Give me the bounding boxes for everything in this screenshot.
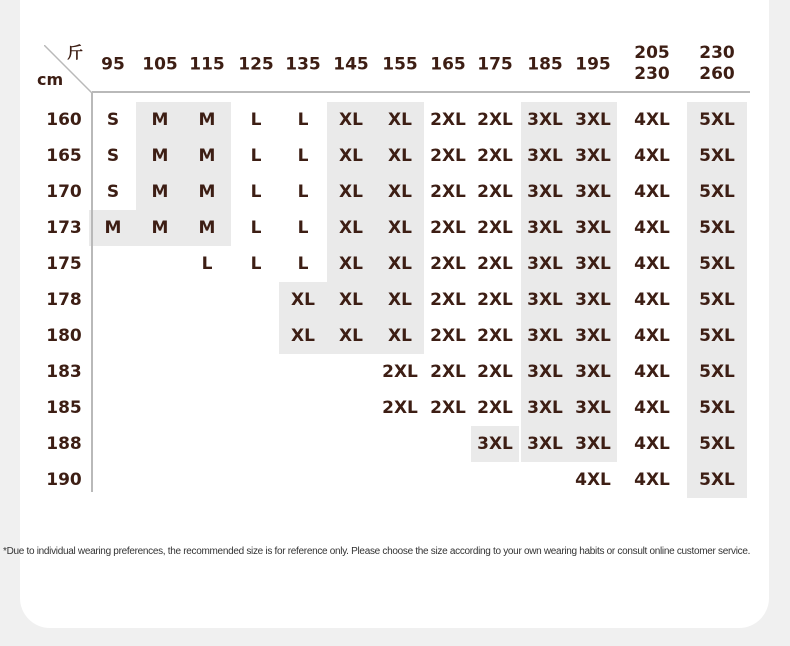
size-cell: 4XL [634,434,670,454]
size-cell: 3XL [575,398,611,418]
size-cell: 3XL [527,434,563,454]
size-cell: L [297,182,309,202]
size-cell: XL [388,146,412,166]
size-cell: 3XL [527,146,563,166]
size-cell: 4XL [634,218,670,238]
height-row-header: 165 [46,146,82,166]
size-cell: 3XL [527,326,563,346]
height-unit-label: cm [37,70,64,89]
size-cell: XL [388,110,412,130]
size-cell: 3XL [575,326,611,346]
size-cell: M [104,218,122,238]
size-cell: 5XL [699,326,735,346]
size-cell: 4XL [634,470,670,490]
weight-column-header [699,43,735,85]
size-cell: 4XL [634,326,670,346]
size-cell: 5XL [699,182,735,202]
size-cell: L [297,254,309,274]
size-cell: M [151,182,169,202]
size-cell: 3XL [575,110,611,130]
size-cell: 2XL [477,362,513,382]
size-cell: 2XL [477,254,513,274]
size-cell: 3XL [575,254,611,274]
size-cell: XL [388,326,412,346]
size-cell: S [106,146,120,166]
size-cell: 2XL [430,326,466,346]
size-cell: M [151,146,169,166]
size-cell: 2XL [430,110,466,130]
size-cell: 5XL [699,146,735,166]
weight-range-start: 205 [634,43,670,63]
size-cell: M [198,110,216,130]
weight-column-header: 155 [382,54,418,75]
size-cell: XL [291,290,315,310]
size-cell: 3XL [527,218,563,238]
column-header-divider [92,91,750,93]
size-cell: 2XL [430,182,466,202]
row-header-divider [91,92,93,492]
size-cell: L [250,254,262,274]
size-cell: L [250,182,262,202]
size-cell: 5XL [699,398,735,418]
size-cell: XL [291,326,315,346]
size-cell: 4XL [634,146,670,166]
size-cell: 2XL [430,254,466,274]
size-cell: S [106,182,120,202]
size-cell: L [201,254,213,274]
size-cell: 4XL [634,182,670,202]
size-cell: 2XL [430,362,466,382]
size-cell: 3XL [527,110,563,130]
size-cell: 2XL [382,398,418,418]
size-cell: 5XL [699,470,735,490]
footnote: *Due to individual wearing preferences, the recommended size is for reference only. Please choose the size according to your own wearing habits or consult online customer service. [3,546,751,557]
height-row-header: 188 [46,434,82,454]
size-cell: 4XL [634,290,670,310]
size-cell: XL [388,254,412,274]
size-cell: 5XL [699,218,735,238]
weight-column-header [634,43,670,85]
size-cell: 2XL [430,218,466,238]
size-cell: 4XL [575,470,611,490]
size-cell: M [198,182,216,202]
size-cell: 3XL [575,434,611,454]
size-cell: 4XL [634,362,670,382]
size-cell: 3XL [527,182,563,202]
size-cell: 2XL [430,290,466,310]
size-cell: 3XL [527,398,563,418]
size-cell: 5XL [699,290,735,310]
size-cell: 3XL [575,362,611,382]
size-cell: XL [388,182,412,202]
weight-column-header: 95 [101,54,125,75]
height-row-header: 160 [46,110,82,130]
weight-column-header: 165 [430,54,466,75]
size-cell: 3XL [575,218,611,238]
size-cell: 2XL [382,362,418,382]
height-row-header: 175 [46,254,82,274]
size-cell: M [198,146,216,166]
size-cell: L [297,110,309,130]
height-row-header: 180 [46,326,82,346]
size-cell: 2XL [430,398,466,418]
size-cell: XL [388,290,412,310]
weight-column-header: 185 [527,54,563,75]
weight-unit-label: 斤 [67,43,84,62]
height-row-header: 173 [46,218,82,238]
size-cell: 2XL [430,146,466,166]
weight-range-end: 230 [634,64,670,84]
size-cell: 3XL [575,146,611,166]
size-cell: 4XL [634,254,670,274]
size-cell: XL [339,110,363,130]
weight-column-header: 175 [477,54,513,75]
size-cell: 5XL [699,110,735,130]
size-cell: 5XL [699,362,735,382]
size-cell: L [297,146,309,166]
weight-column-header: 105 [142,54,178,75]
size-cell: 2XL [477,398,513,418]
size-cell: 5XL [699,434,735,454]
size-group-shading [136,102,231,246]
size-cell: 2XL [477,146,513,166]
size-cell: L [250,218,262,238]
size-cell: 2XL [477,110,513,130]
size-cell: 3XL [575,182,611,202]
size-cell: 2XL [477,182,513,202]
size-cell: 4XL [634,110,670,130]
size-cell: XL [339,146,363,166]
size-cell: XL [339,254,363,274]
size-cell: 4XL [634,398,670,418]
size-cell: XL [339,218,363,238]
size-cell: L [250,110,262,130]
size-cell: L [297,218,309,238]
size-cell: 2XL [477,326,513,346]
size-cell: 3XL [575,290,611,310]
height-row-header: 170 [46,182,82,202]
weight-range-end: 260 [699,64,735,84]
size-cell: 2XL [477,218,513,238]
height-row-header: 178 [46,290,82,310]
size-cell: 3XL [477,434,513,454]
size-cell: 3XL [527,290,563,310]
weight-column-header: 135 [285,54,321,75]
size-cell: 3XL [527,254,563,274]
weight-column-header: 125 [238,54,274,75]
size-cell: L [250,146,262,166]
size-cell: S [106,110,120,130]
size-cell: XL [339,290,363,310]
weight-column-header: 115 [189,54,225,75]
height-row-header: 190 [46,470,82,490]
size-cell: XL [339,182,363,202]
size-cell: M [198,218,216,238]
size-cell: XL [339,326,363,346]
weight-column-header: 145 [333,54,369,75]
height-row-header: 185 [46,398,82,418]
size-cell: XL [388,218,412,238]
weight-range-start: 230 [699,43,735,63]
size-cell: 3XL [527,362,563,382]
height-row-header: 183 [46,362,82,382]
weight-column-header: 195 [575,54,611,75]
size-cell: M [151,110,169,130]
size-cell: 2XL [477,290,513,310]
size-cell: M [151,218,169,238]
size-cell: 5XL [699,254,735,274]
